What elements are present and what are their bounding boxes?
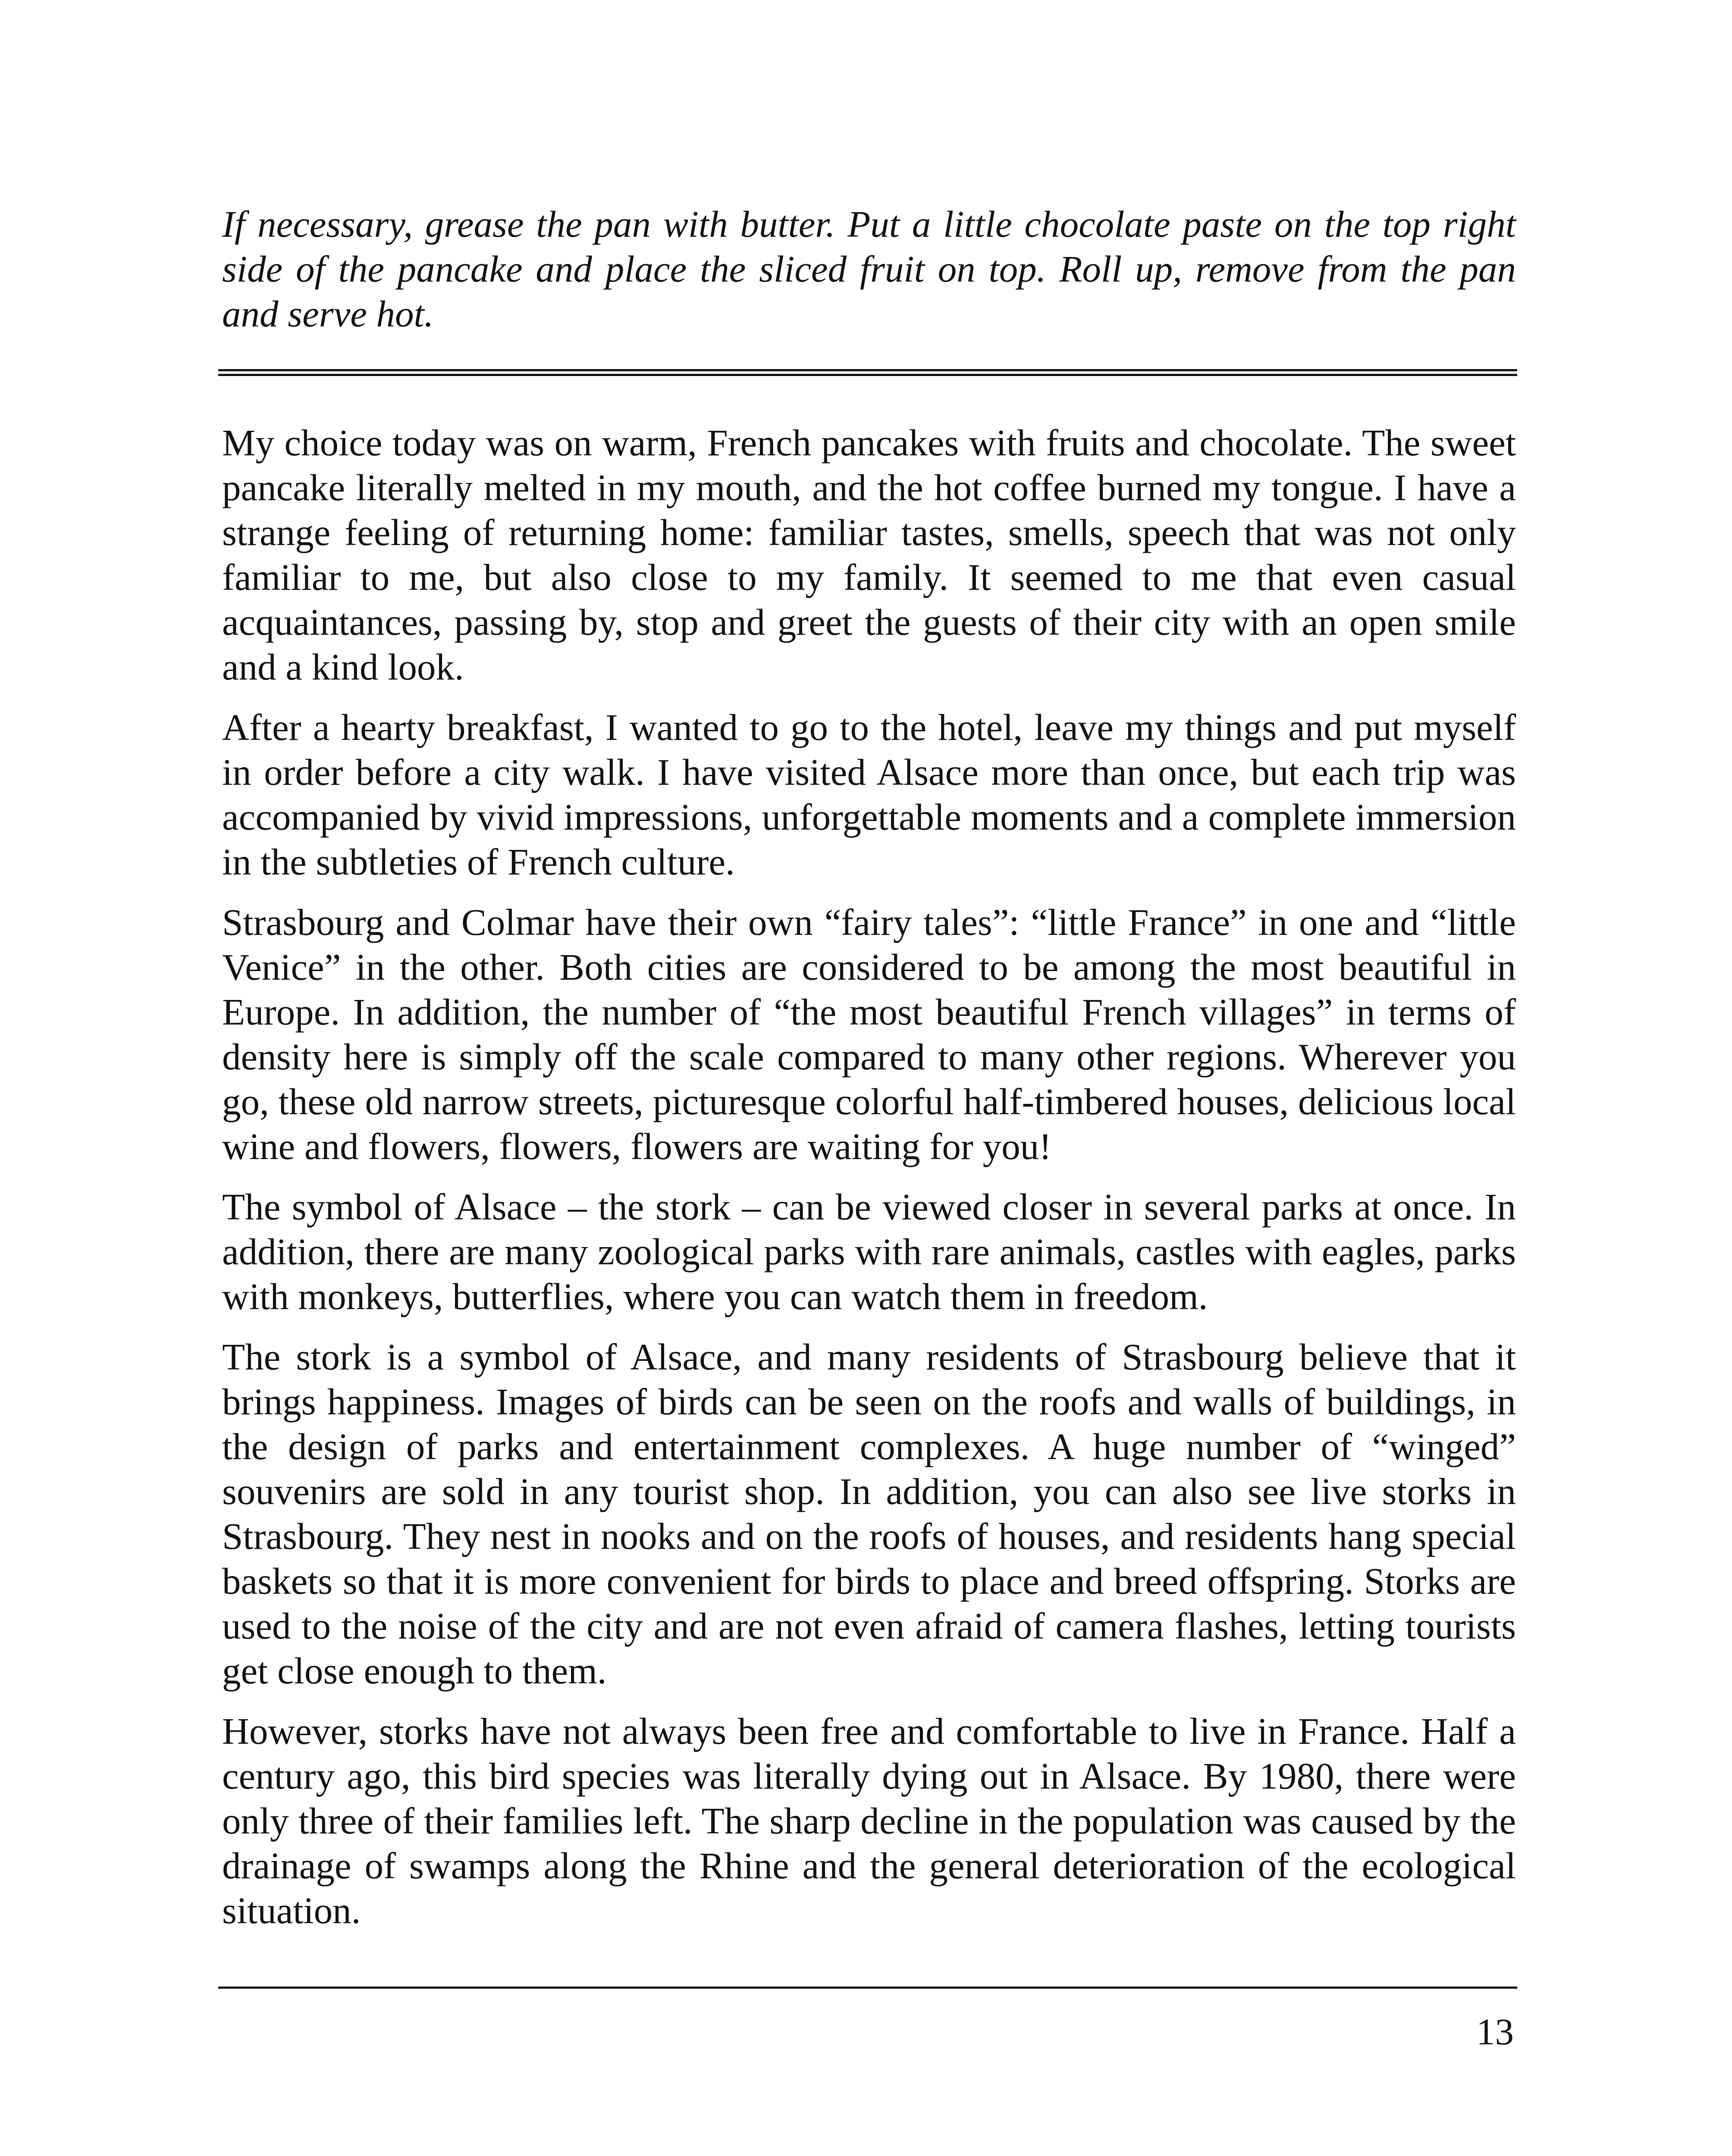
paragraph-3: Strasbourg and Colmar have their own “fairy tales”: “little France” in one and “little Venice” in the other. Both cities are considered to be among the most beautiful in Europe. In addition, the number of “the most beautiful French villages” in terms of density here is simply off the scale compared to many other regions. Wherever you go, these old narrow streets, picturesque colorful half-timbered houses, delicious local wine and flowers, flowers, flowers are waiting for you! (222, 901, 1516, 1167)
body-text (222, 420, 1516, 1949)
footer-divider (218, 1987, 1517, 1989)
paragraph-4: The symbol of Alsace – the stork – can be viewed closer in several parks at once. In addition, there are many zoological parks with rare animals, castles with eagles, parks with monkeys, butterflies, where you can watch them in freedom. (222, 1186, 1516, 1317)
recipe-note-block (222, 202, 1516, 336)
paragraph-1: My choice today was on warm, French pancakes with fruits and chocolate. The sweet pancake literally melted in my mouth, and the hot coffee burned my tongue. I have a strange feeling of returning home: familiar tastes, smells, speech that was not only familiar to me, but also close to my family. It seemed to me that even casual acquaintances, passing by, stop and greet the guests of their city with an open smile and a kind look. (222, 422, 1516, 688)
paragraph-6: However, storks have not always been free and comfortable to live in France. Half a century ago, this bird species was literally dying out in Alsace. By 1980, there were only three of their families left. The sharp decline in the population was caused by the drainage of swamps along the Rhine and the general deterioration of the ecological situation. (222, 1710, 1516, 1931)
paragraph-5: The stork is a symbol of Alsace, and many residents of Strasbourg believe that it brings happiness. Images of birds can be seen on the roofs and walls of buildings, in the design of parks and entertainment complexes. A huge number of “winged” souvenirs are sold in any tourist shop. In addition, you can also see live storks in Strasbourg. They nest in nooks and on the roofs of houses, and residents hang special baskets so that it is more convenient for birds to place and breed offspring. Storks are used to the noise of the city and are not even afraid of camera flashes, letting tourists get close enough to them. (222, 1336, 1516, 1692)
page-number: 13 (1476, 2011, 1514, 2053)
recipe-note: If necessary, grease the pan with butter. Put a little chocolate paste on the top right side of the pancake and place the sliced fruit on top. Roll up, remove from the pan and serve hot. (222, 203, 1516, 335)
section-divider (218, 369, 1517, 376)
paragraph-2: After a hearty breakfast, I wanted to go to the hotel, leave my things and put myself in order before a city walk. I have visited Alsace more than once, but each trip was accompanied by vivid impressions, unforgettable moments and a complete immersion in the subtleties of French culture. (222, 706, 1516, 883)
